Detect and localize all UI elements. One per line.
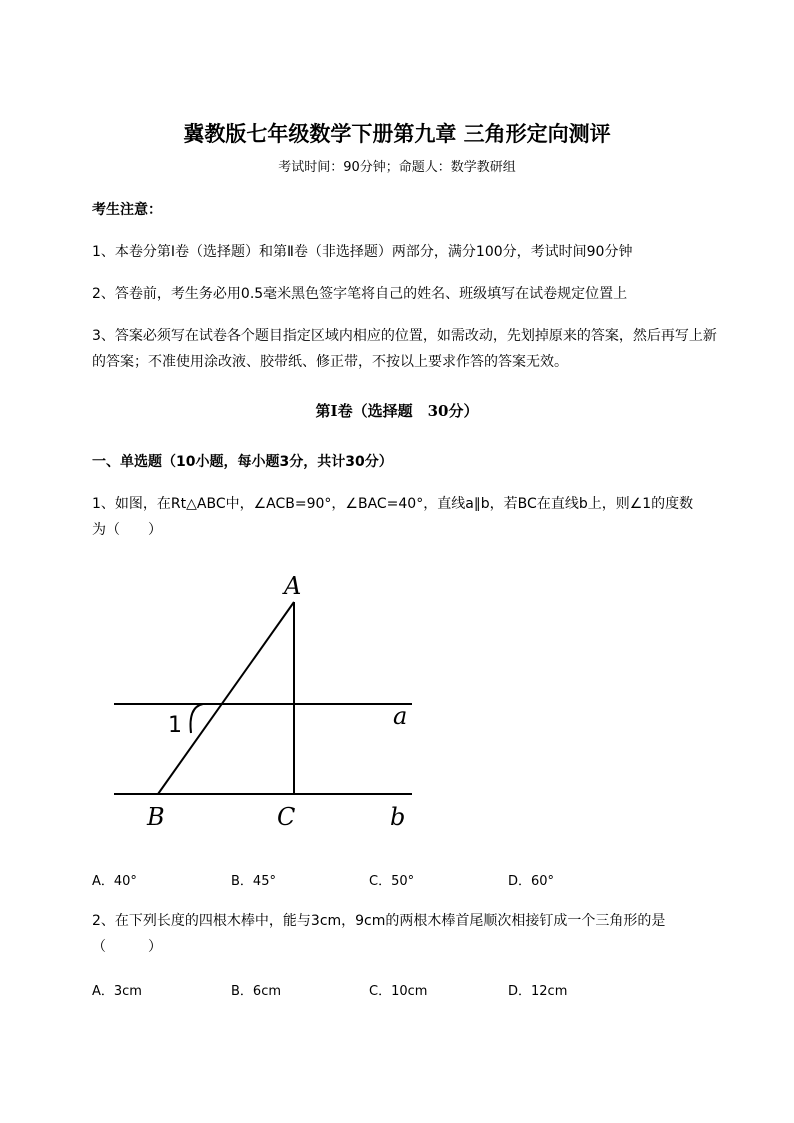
- question-1-option-d[interactable]: D．60°: [508, 874, 555, 889]
- question-2-text: 2、在下列长度的四根木棒中，能与3cm，9cm的两根木棒首尾顺次相接钉成一个三角形的是: [92, 913, 666, 929]
- question-1-text-continued: 为（ ）: [92, 522, 162, 538]
- question-2-text-continued: （ ）: [92, 939, 162, 955]
- question-2-option-b[interactable]: B．6cm: [231, 984, 282, 999]
- label-a: a: [393, 702, 408, 730]
- segment-ab: [158, 602, 294, 794]
- question-1-figure: [100, 565, 430, 835]
- question-2-option-d[interactable]: D．12cm: [508, 984, 568, 999]
- question-1-option-b[interactable]: B．45°: [231, 874, 276, 889]
- notice-item-2: 2、答卷前，考生务必用0.5毫米黑色签字笔将自己的姓名、班级填写在试卷规定位置上: [92, 286, 628, 302]
- label-B: B: [147, 803, 165, 831]
- subsection-title: 一、单选题（10小题，每小题3分，共计30分）: [92, 454, 393, 470]
- label-A: A: [284, 572, 302, 600]
- question-2-option-c[interactable]: C．10cm: [369, 984, 428, 999]
- notice-item-3: 3、答案必须写在试卷各个题目指定区域内相应的位置，如需改动，先划掉原来的答案，然后再写上新: [92, 328, 717, 344]
- question-1-text: 1、如图，在Rt△ABC中，∠ACB=90°，∠BAC=40°，直线a∥b，若BC在直线b上，则∠1的度数: [92, 496, 694, 512]
- notice-heading: 考生注意：: [92, 202, 162, 218]
- exam-info: 考试时间：90分钟；命题人：数学教研组: [278, 160, 516, 175]
- notice-item-1: 1、本卷分第I卷（选择题）和第Ⅱ卷（非选择题）两部分，满分100分，考试时间90分钟: [92, 244, 633, 260]
- label-b: b: [390, 803, 406, 831]
- label-angle-1: 1: [168, 713, 182, 738]
- question-2-option-a[interactable]: A．3cm: [92, 984, 142, 999]
- notice-item-3-continued: 的答案；不准使用涂改液、胶带纸、修正带，不按以上要求作答的答案无效。: [92, 354, 568, 370]
- page-title: 冀教版七年级数学下册第九章 三角形定向测评: [183, 121, 611, 146]
- angle-1-arc: [191, 704, 204, 733]
- question-1-option-a[interactable]: A．40°: [92, 874, 137, 889]
- question-1-option-c[interactable]: C．50°: [369, 874, 415, 889]
- label-C: C: [277, 803, 296, 831]
- section-title: 第I卷（选择题 30分）: [315, 402, 479, 420]
